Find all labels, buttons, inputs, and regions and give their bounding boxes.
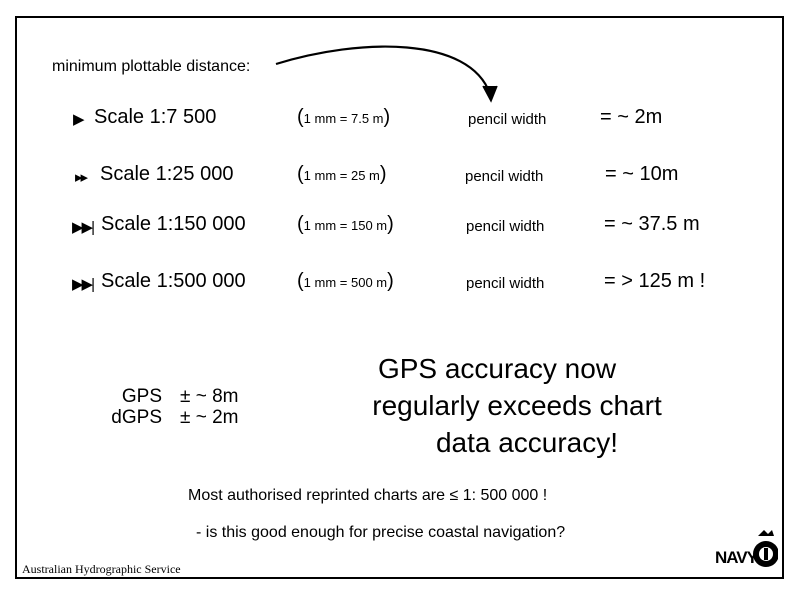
bullet-icon: ▶▶| (72, 219, 93, 236)
headline-line: regularly exceeds chart (372, 390, 662, 421)
scale-ratio: (1 mm = 500 m) (297, 270, 394, 292)
bullet-icon: ▶ (73, 111, 83, 128)
result-value: = ~ 37.5 m (604, 213, 700, 235)
ratio-text: 1 mm = 150 m (303, 218, 388, 233)
headline-line: data accuracy! (435, 427, 619, 458)
scale-ratio: (1 mm = 7.5 m) (297, 106, 391, 128)
bullet-icon: ▸▸ (75, 169, 87, 186)
ratio-text: 1 mm = 25 m (303, 168, 380, 183)
pencil-width-label: pencil width (468, 111, 547, 128)
scale-label: Scale 1:7 500 (94, 106, 217, 128)
gps-label-group (100, 386, 162, 428)
ratio-text: 1 mm = 500 m (303, 275, 388, 290)
note-text: Most authorised reprinted charts are ≤ 1: 500 000 ! (188, 487, 548, 504)
result-value: = ~ 2m (600, 106, 663, 128)
headline-line: GPS accuracy now (377, 353, 617, 384)
scale-label: Scale 1:25 000 (100, 163, 234, 185)
scale-ratio: (1 mm = 150 m) (297, 213, 394, 235)
pencil-width-label: pencil width (466, 275, 545, 292)
bullet-icon: ▶▶| (72, 276, 93, 293)
pencil-width-label: pencil width (466, 218, 545, 235)
ratio-text: 1 mm = 7.5 m (303, 111, 384, 126)
question-text: - is this good enough for precise coastal navigation? (196, 524, 566, 541)
footer-organization: Australian Hydrographic Service (22, 562, 181, 576)
navy-text: NAVY (715, 548, 757, 567)
result-value: = ~ 10m (605, 163, 679, 185)
dgps-value: ± ~ 2m (180, 407, 239, 428)
navy-logo (714, 526, 778, 574)
scale-label: Scale 1:150 000 (101, 213, 246, 235)
gps-label: GPS (121, 386, 162, 407)
headline (337, 350, 697, 461)
min-distance-label: minimum plottable distance: (52, 58, 251, 75)
gps-value-group (180, 386, 238, 428)
scale-ratio: (1 mm = 25 m) (297, 163, 387, 185)
gps-value: ± ~ 8m (180, 386, 239, 407)
result-value: = > 125 m ! (604, 270, 706, 292)
pencil-width-label: pencil width (465, 168, 544, 185)
dgps-label: dGPS (111, 407, 162, 428)
scale-label: Scale 1:500 000 (101, 270, 246, 292)
